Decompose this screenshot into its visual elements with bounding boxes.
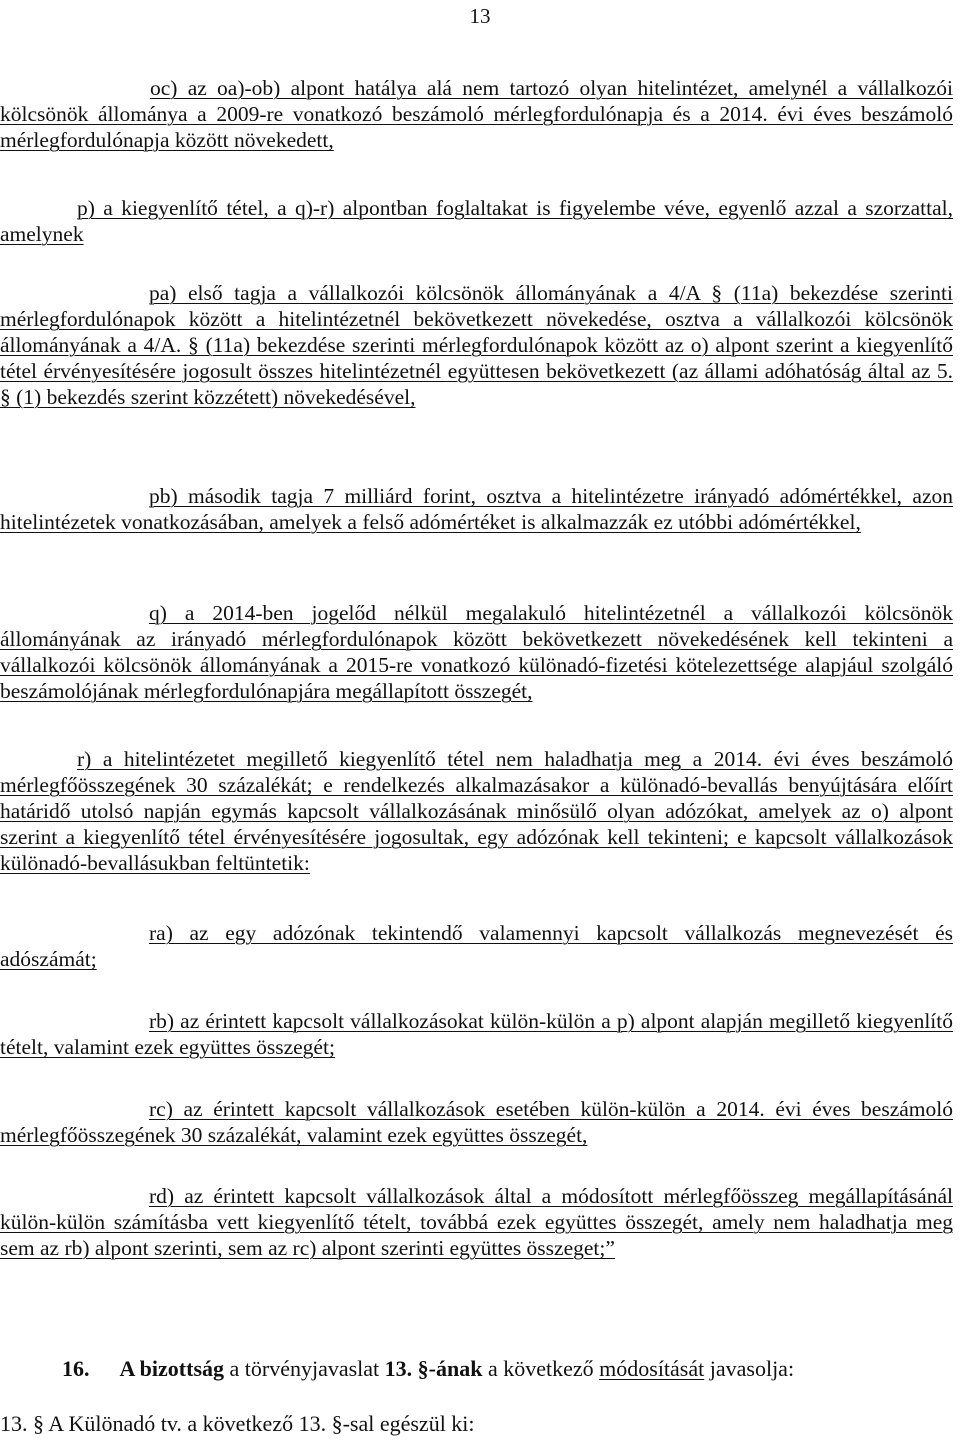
paragraph-pa-text: pa) első tagja a vállalkozói kölcsönök állományának a 4/A § (11a) bekezdése szerinti mérlegfordulónapok között a hitelintézetnél bekövetkezett növekedése, osztva a vállalkozói kölcsönök állományának a 4/A. § (11a) bekezdése szerinti mérlegfordulónapok között az o) alpont szerint a kiegyenlítő tétel érvényesítésére jogosult összes hitelintézetnél együttesen bekövetkezett (az állami adóhatóság által az 5. § (1) bekezdés szerint közzétett) növekedésével, [0,281,953,409]
paragraph-rc [0,1096,953,1148]
page-number: 13 [469,4,491,28]
paragraph-rb [0,1008,953,1060]
paragraph-rd-text: rd) az érintett kapcsolt vállalkozások által a módosított mérlegfőösszeg megállapításánál külön-külön számításba vett kiegyenlítő tételt, továbbá ezek együttes összegét, amely nem haladhatja meg sem az rb) alpont szerinti, sem az rc) alpont szerinti együttes összeget;” [0,1184,953,1260]
paragraph-ra-text: ra) az egy adózónak tekintendő valamennyi kapcsolt vállalkozás megnevezését és adószámát; [0,921,953,971]
paragraph-rc-text: rc) az érintett kapcsolt vállalkozások esetében külön-külön a 2014. évi éves beszámoló mérlegfőösszegének 30 százalékát, valamint ezek együttes összegét, [0,1097,953,1147]
paragraph-rb-text: rb) az érintett kapcsolt vállalkozásokat külön-külön a p) alpont alapján megillető kiegyenlítő tételt, valamint ezek együttes összegét; [0,1009,953,1059]
item-16-text-c: javasolja: [704,1356,795,1381]
item-16-text-b: a következő [482,1356,600,1381]
paragraph-p-text: p) a kiegyenlítő tétel, a q)-r) alpontban foglaltakat is figyelembe véve, egyenlő azzal a szorzattal, amelynek [0,196,953,246]
paragraph-pb [0,483,953,535]
item-16-modosit: módosítását [599,1356,705,1381]
item-16-number: 16. [62,1356,90,1381]
paragraph-r [0,746,953,876]
paragraph-pa [0,280,953,410]
paragraph-pb-text: pb) második tagja 7 milliárd forint, osztva a hitelintézetre irányadó adómértékkel, azon hitelintézetek vonatkozásában, amelyek a felső adómértéket is alkalmazzák ez utóbbi adómértékkel, [0,484,953,534]
item-16-ref: 13. §-ának [384,1356,483,1381]
item-16-text-a: a törvényjavaslat [224,1356,385,1381]
item-16 [0,1355,953,1383]
paragraph-q [0,600,953,704]
paragraph-oc-text: oc) az oa)-ob) alpont hatálya alá nem tartozó olyan hitelintézet, amelynél a vállalkozói kölcsönök állománya a 2009-re vonatkozó beszámoló mérlegfordulónapja és a 2014. évi éves beszámoló mérlegfordulónapja között növekedett, [0,76,953,152]
section-13-text: 13. § A Különadó tv. a következő 13. §-sal egészül ki: [0,1411,475,1436]
paragraph-rd [0,1183,953,1261]
paragraph-oc [0,75,953,153]
item-16-intro: A bizottság [119,1356,224,1381]
paragraph-q-text: q) a 2014-ben jogelőd nélkül megalakuló hitelintézetnél a vállalkozói kölcsönök állományának az irányadó mérlegfordulónapok között bekövetkezett növekedésének kell tekinteni a vállalkozói kölcsönök állományának a 2015-re vonatkozó különadó-fizetési kötelezettsége alapjául szolgáló beszámolójának mérlegfordulónapjára megállapított összegét, [0,601,953,703]
paragraph-r-text: r) a hitelintézetet megillető kiegyenlítő tétel nem haladhatja meg a 2014. évi éves beszámoló mérlegfőösszegének 30 százalékát; e rendelkezés alkalmazásakor a különadó-bevallás benyújtására előírt határidő utolsó napján egymás kapcsolt vállalkozásának minősülő olyan adózókat, amelyek az o) alpont szerint a kiegyenlítő tétel érvényesítésére jogosultak, egy adózónak kell tekinteni; e kapcsolt vállalkozások különadó-bevallásukban feltüntetik: [0,747,953,875]
paragraph-ra [0,920,953,972]
paragraph-p [0,195,953,247]
section-13-line [0,1410,953,1438]
